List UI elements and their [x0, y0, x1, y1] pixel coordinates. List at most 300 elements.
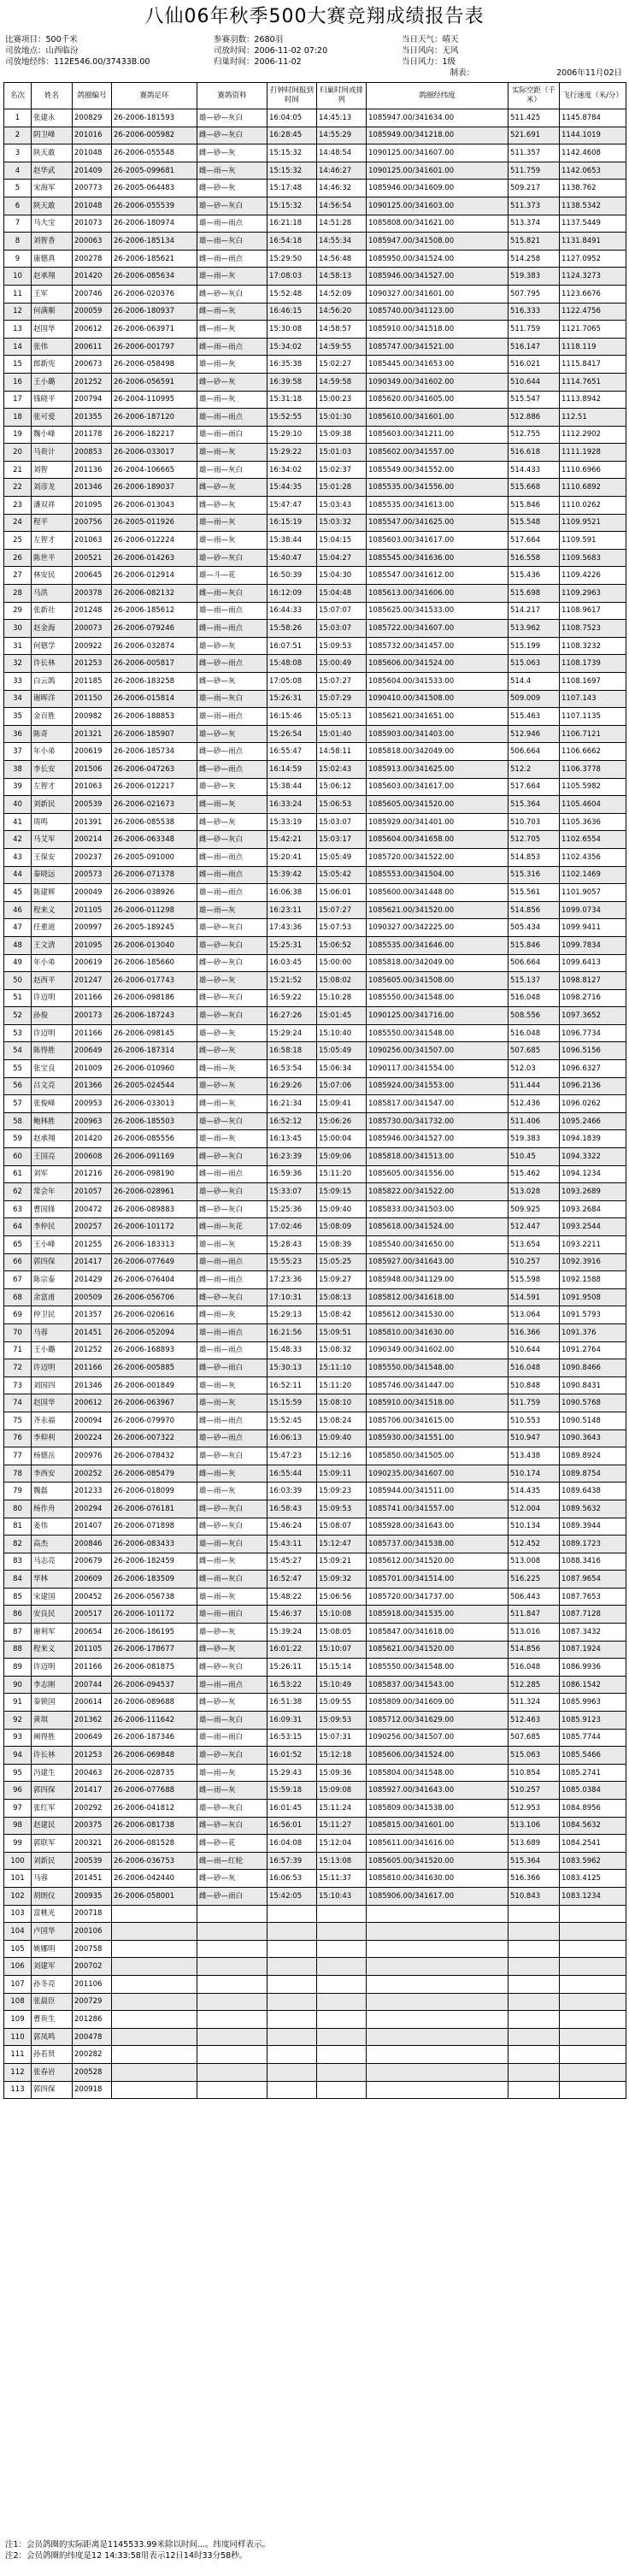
speed-cell: 1106.6662	[560, 743, 626, 761]
ring-cell: 26-2006-020376	[112, 285, 197, 303]
coords-cell: 1085808.00/341621.00	[367, 215, 508, 233]
distance-cell: 515.598	[508, 1271, 560, 1289]
speed-cell: 1123.6676	[560, 285, 626, 303]
rank-cell: 14	[4, 338, 32, 356]
loft-no-cell: 201057	[73, 1183, 112, 1201]
ring-cell: 26-2006-063348	[112, 831, 197, 849]
bird-info-cell: 雄—砂—灰白	[197, 1007, 267, 1025]
ring-cell: 26-2006-187314	[112, 1042, 197, 1060]
arrival-time-cell: 15:09:53	[317, 1500, 367, 1518]
clock-time-cell: 15:52:48	[267, 285, 317, 303]
table-row	[4, 303, 626, 321]
table-row	[4, 1958, 626, 1976]
table-row	[4, 1747, 626, 1765]
clock-time-cell: 16:44:33	[267, 602, 317, 620]
clock-time-cell: 16:15:46	[267, 708, 317, 726]
coords-cell: 1085930.00/341551.00	[367, 1429, 508, 1447]
ring-cell	[112, 2011, 197, 2029]
report-title: 八仙06年秋季500大赛竞翔成绩报告表	[144, 6, 485, 27]
weather: 当日天气：晴天	[402, 35, 459, 44]
table-row	[4, 1940, 626, 1958]
bird-info-cell: 雌—雨—灰	[197, 303, 267, 321]
table-row	[4, 1253, 626, 1271]
name-cell: 金百胜	[32, 708, 73, 726]
arrival-time-cell: 15:00:00	[317, 954, 367, 972]
distance-cell	[508, 1993, 560, 2011]
distance-cell: 517.664	[508, 532, 560, 550]
ring-cell: 26-2006-089883	[112, 1200, 197, 1218]
bird-info-cell: 雌—砂—灰	[197, 180, 267, 197]
loft-no-cell: 200106	[73, 1923, 112, 1941]
speed-cell: 1107.1135	[560, 708, 626, 726]
bird-info-cell: 雄—雨—雨点	[197, 602, 267, 620]
table-row	[4, 109, 626, 127]
bird-info-cell: 雄—雨—灰	[197, 268, 267, 286]
bird-info-cell: 雌—雨—灰	[197, 1553, 267, 1571]
rank-cell: 92	[4, 1712, 32, 1730]
rank-cell: 104	[4, 1923, 32, 1941]
clock-time-cell: 16:28:45	[267, 127, 317, 144]
distance-cell: 512.452	[508, 1536, 560, 1553]
arrival-time-cell: 15:03:07	[317, 620, 367, 638]
clock-time-cell: 16:50:39	[267, 567, 317, 585]
arrival-time-cell: 14:48:54	[317, 144, 367, 162]
arrival-time-cell: 15:02:37	[317, 461, 367, 479]
name-cell: 白云鸽	[32, 673, 73, 691]
coords-cell	[367, 1958, 508, 1976]
table-row	[4, 567, 626, 585]
table-row	[4, 1852, 626, 1870]
arrival-time-cell: 15:07:27	[317, 673, 367, 691]
header-bird-info: 赛鸽资料	[197, 83, 267, 109]
coords-cell: 1085906.00/341617.00	[367, 1887, 508, 1905]
table-row	[4, 1729, 626, 1747]
arrival-time-cell: 14:58:13	[317, 268, 367, 286]
arrival-time-cell: 15:09:51	[317, 1323, 367, 1341]
distance-cell: 514.258	[508, 250, 560, 268]
table-row	[4, 1341, 626, 1359]
speed-cell: 1083.4125	[560, 1870, 626, 1888]
rank-cell: 111	[4, 2046, 32, 2064]
ring-cell: 26-2006-182217	[112, 426, 197, 444]
loft-no-cell: 200756	[73, 514, 112, 532]
loft-no-cell: 201417	[73, 1253, 112, 1271]
loft-no-cell: 200649	[73, 1729, 112, 1747]
name-cell: 许迈明	[32, 1359, 73, 1377]
table-row	[4, 1500, 626, 1518]
name-cell: 华林	[32, 1571, 73, 1589]
name-cell: 张可爱	[32, 409, 73, 427]
bird-info-cell	[197, 2063, 267, 2081]
coords-cell: 1085810.00/341630.00	[367, 1870, 508, 1888]
arrival-time-cell: 15:07:53	[317, 919, 367, 937]
rank-cell: 40	[4, 796, 32, 814]
loft-no-cell: 200612	[73, 1394, 112, 1412]
distance-cell	[508, 2063, 560, 2081]
rank-cell: 97	[4, 1800, 32, 1818]
arrival-time-cell: 15:03:17	[317, 831, 367, 849]
coords-cell: 1085720.00/341522.00	[367, 848, 508, 866]
speed-cell	[560, 1993, 626, 2011]
arrival-time-cell: 15:11:20	[317, 1165, 367, 1183]
ring-cell: 26-2006-098145	[112, 1024, 197, 1042]
name-cell: 赵承翔	[32, 1130, 73, 1148]
bird-info-cell: 雌—砂—灰白	[197, 954, 267, 972]
speed-cell: 1085.9123	[560, 1712, 626, 1730]
clock-time-cell: 16:01:22	[267, 1641, 317, 1659]
rank-cell: 107	[4, 1975, 32, 1993]
table-row	[4, 1483, 626, 1500]
ring-cell: 26-2006-032874	[112, 637, 197, 655]
rank-cell: 39	[4, 778, 32, 796]
arrival-time-cell: 15:08:42	[317, 1306, 367, 1324]
ring-cell: 26-2006-015814	[112, 690, 197, 708]
rank-cell: 32	[4, 655, 32, 673]
bird-info-cell: 雄—砂—灰白	[197, 919, 267, 937]
table-row	[4, 321, 626, 339]
arrival-time-cell: 15:09:55	[317, 1694, 367, 1712]
speed-cell: 1105.5982	[560, 778, 626, 796]
distance-cell: 513.654	[508, 1236, 560, 1254]
loft-no-cell: 200614	[73, 1694, 112, 1712]
loft-no-cell: 200252	[73, 1465, 112, 1483]
table-row	[4, 813, 626, 831]
speed-cell: 1090.3643	[560, 1429, 626, 1447]
name-cell: 谢利军	[32, 1624, 73, 1642]
coords-cell	[367, 1905, 508, 1923]
distance-cell: 516.048	[508, 1359, 560, 1377]
name-cell: 常会年	[32, 1183, 73, 1201]
rank-cell: 87	[4, 1624, 32, 1642]
distance-cell: 512.946	[508, 725, 560, 743]
speed-cell: 1093.2684	[560, 1200, 626, 1218]
name-cell: 年小弟	[32, 743, 73, 761]
loft-no-cell: 201073	[73, 215, 112, 233]
name-cell: 陈世平	[32, 549, 73, 567]
arrival-time-cell: 15:09:06	[317, 1148, 367, 1166]
speed-cell: 1088.3416	[560, 1553, 626, 1571]
clock-time-cell: 15:46:37	[267, 1606, 317, 1624]
loft-no-cell: 200292	[73, 1800, 112, 1818]
bird-info-cell: 雄—雨—灰白	[197, 1712, 267, 1730]
table-row	[4, 954, 626, 972]
table-row	[4, 1024, 626, 1042]
arrival-time-cell: 15:01:28	[317, 479, 367, 497]
name-cell: 许迈明	[32, 1659, 73, 1677]
table-row	[4, 2011, 626, 2029]
loft-no-cell: 200649	[73, 1042, 112, 1060]
rank-cell: 79	[4, 1483, 32, 1500]
ring-cell: 26-2006-071378	[112, 866, 197, 884]
bird-info-cell: 雌—砂—灰白	[197, 285, 267, 303]
rank-cell: 86	[4, 1606, 32, 1624]
speed-cell: 1109.4226	[560, 567, 626, 585]
coords-cell: 1085612.00/341520.00	[367, 1553, 508, 1571]
bird-info-cell: 雄—雨—雨点	[197, 215, 267, 233]
rank-cell: 46	[4, 901, 32, 919]
loft-no-cell: 200935	[73, 1887, 112, 1905]
distance-cell: 514.4	[508, 673, 560, 691]
bird-info-cell	[197, 2028, 267, 2046]
arrival-time-cell: 15:12:16	[317, 1447, 367, 1465]
loft-no-cell: 200573	[73, 866, 112, 884]
arrival-time-cell	[317, 1958, 367, 1976]
distance-cell: 515.846	[508, 936, 560, 954]
bird-info-cell: 雄—砂—灰白	[197, 1747, 267, 1765]
table-row	[4, 1394, 626, 1412]
loft-no-cell: 201409	[73, 162, 112, 180]
rank-cell: 43	[4, 848, 32, 866]
speed-cell: 112.51	[560, 409, 626, 427]
table-row	[4, 549, 626, 567]
table-row	[4, 919, 626, 937]
coords-cell: 1085730.00/341732.00	[367, 1112, 508, 1130]
arrival-time-cell: 15:06:01	[317, 884, 367, 902]
arrival-time-cell: 15:08:09	[317, 1218, 367, 1236]
table-row	[4, 725, 626, 743]
speed-cell	[560, 1958, 626, 1976]
coords-cell: 1085944.00/341511.00	[367, 1483, 508, 1500]
bird-info-cell: 雌—雨—雨点	[197, 1412, 267, 1429]
bird-info-cell: 雌—砂—灰白	[197, 1200, 267, 1218]
arrival-time-cell: 14:56:20	[317, 303, 367, 321]
clock-time-cell: 15:39:42	[267, 866, 317, 884]
rank-cell: 68	[4, 1288, 32, 1306]
loft-no-cell: 201506	[73, 760, 112, 778]
clock-time-cell	[267, 2063, 317, 2081]
coords-cell: 1085625.00/341533.00	[367, 602, 508, 620]
arrival-time-cell: 15:08:02	[317, 972, 367, 990]
arrival-time-cell: 15:04:48	[317, 585, 367, 603]
bird-info-cell: 雄—砂—灰白	[197, 1447, 267, 1465]
name-cell: 王保安	[32, 848, 73, 866]
ring-cell: 26-2006-076404	[112, 1271, 197, 1289]
speed-cell: 1102.1469	[560, 866, 626, 884]
distance-cell: 506.664	[508, 743, 560, 761]
table-row	[4, 1588, 626, 1606]
bird-info-cell: 雌—雨—灰	[197, 321, 267, 339]
rank-cell: 103	[4, 1905, 32, 1923]
arrival-time-cell: 15:07:27	[317, 901, 367, 919]
speed-cell	[560, 2028, 626, 2046]
table-row	[4, 1835, 626, 1853]
rank-cell: 11	[4, 285, 32, 303]
ring-cell: 26-2006-056591	[112, 373, 197, 391]
table-row	[4, 514, 626, 532]
loft-no-cell: 201451	[73, 1323, 112, 1341]
speed-cell: 1138.5342	[560, 197, 626, 215]
loft-no-cell: 200224	[73, 1429, 112, 1447]
clock-time-cell: 16:21:56	[267, 1323, 317, 1341]
ring-cell: 26-2006-098186	[112, 989, 197, 1007]
coords-cell: 1085602.00/341557.00	[367, 444, 508, 462]
bird-info-cell: 雌—雨—灰白	[197, 585, 267, 603]
bird-info-cell	[197, 1993, 267, 2011]
ring-cell: 26-2006-078432	[112, 1447, 197, 1465]
made-label: 制表：	[450, 68, 475, 78]
table-row	[4, 1447, 626, 1465]
clock-time-cell: 15:20:41	[267, 848, 317, 866]
coords-cell: 1085621.00/341520.00	[367, 1641, 508, 1659]
name-cell: 魏磊	[32, 1483, 73, 1500]
distance-cell	[508, 2046, 560, 2064]
speed-cell: 1096.2136	[560, 1077, 626, 1095]
rank-cell: 7	[4, 215, 32, 233]
table-row	[4, 585, 626, 603]
coords-cell: 1085547.00/341625.00	[367, 514, 508, 532]
arrival-time-cell: 14:52:09	[317, 285, 367, 303]
loft-no-cell: 201429	[73, 1271, 112, 1289]
arrival-time-cell: 15:05:49	[317, 848, 367, 866]
arrival-time-cell: 14:46:27	[317, 162, 367, 180]
speed-cell: 1085.0384	[560, 1782, 626, 1800]
bird-info-cell: 雌—砂—雨白	[197, 1887, 267, 1905]
distance-cell: 514.856	[508, 1641, 560, 1659]
rank-cell: 30	[4, 620, 32, 638]
name-cell: 许长林	[32, 1747, 73, 1765]
rank-cell: 91	[4, 1694, 32, 1712]
arrival-time-cell: 15:08:13	[317, 1288, 367, 1306]
name-cell: 钱晓平	[32, 391, 73, 409]
clock-time-cell: 16:12:09	[267, 585, 317, 603]
bird-info-cell: 雌—砂—灰白	[197, 989, 267, 1007]
ring-cell: 26-2006-082132	[112, 585, 197, 603]
distance-cell: 510.134	[508, 1518, 560, 1536]
speed-cell	[560, 2081, 626, 2099]
ring-cell: 26-2006-033013	[112, 1095, 197, 1113]
name-cell: 秦锁国	[32, 1694, 73, 1712]
ring-cell: 26-2006-041812	[112, 1800, 197, 1818]
coords-cell: 1085606.00/341524.00	[367, 655, 508, 673]
speed-cell: 1108.1739	[560, 655, 626, 673]
loft-no-cell: 200463	[73, 1764, 112, 1782]
rank-cell: 49	[4, 954, 32, 972]
distance-cell: 515.316	[508, 866, 560, 884]
bird-info-cell: 雌—雨—灰花	[197, 1218, 267, 1236]
rank-cell: 110	[4, 2028, 32, 2046]
bird-info-cell	[197, 1975, 267, 1993]
bird-info-cell: 雌—砂—雨点	[197, 655, 267, 673]
bird-info-cell: 雄—砂—灰白	[197, 1800, 267, 1818]
table-row	[4, 1676, 626, 1694]
arrival-time-cell	[317, 1975, 367, 1993]
coords-cell	[367, 1923, 508, 1941]
distance-cell: 510.644	[508, 1341, 560, 1359]
speed-cell: 1089.1723	[560, 1536, 626, 1553]
distance-cell	[508, 2028, 560, 2046]
distance-cell: 511.324	[508, 1694, 560, 1712]
coords-cell: 1085809.00/341609.00	[367, 1694, 508, 1712]
arrival-time-cell: 15:06:52	[317, 936, 367, 954]
rank-cell: 96	[4, 1782, 32, 1800]
clock-time-cell: 15:29:22	[267, 444, 317, 462]
rank-cell: 102	[4, 1887, 32, 1905]
coords-cell: 1090410.00/341508.00	[367, 690, 508, 708]
coords-cell: 1085610.00/341601.00	[367, 409, 508, 427]
table-row	[4, 1975, 626, 1993]
table-row	[4, 162, 626, 180]
table-row	[4, 796, 626, 814]
loft-no-cell: 200612	[73, 321, 112, 339]
bird-info-cell: 雌—砂—灰	[197, 144, 267, 162]
loft-no-cell: 201253	[73, 1747, 112, 1765]
table-row	[4, 655, 626, 673]
loft-no-cell: 201357	[73, 1306, 112, 1324]
clock-time-cell: 16:07:51	[267, 637, 317, 655]
table-row	[4, 1288, 626, 1306]
speed-cell: 1091.5793	[560, 1306, 626, 1324]
coords-cell: 1090235.00/341607.00	[367, 1465, 508, 1483]
clock-time-cell: 15:38:44	[267, 778, 317, 796]
coords-cell: 1085737.00/341538.00	[367, 1536, 508, 1553]
header-speed: 飞行速度（米/分）	[560, 83, 626, 109]
ring-cell: 26-2006-069848	[112, 1747, 197, 1765]
name-cell: 张晨臣	[32, 1993, 73, 2011]
distance-cell: 513.008	[508, 1553, 560, 1571]
loft-no-cell: 200528	[73, 2063, 112, 2081]
name-cell: 马志亮	[32, 1553, 73, 1571]
arrival-time-cell: 15:01:30	[317, 409, 367, 427]
clock-time-cell: 15:21:52	[267, 972, 317, 990]
clock-time-cell: 17:10:31	[267, 1288, 317, 1306]
distance-cell: 512.03	[508, 1060, 560, 1078]
bird-info-cell: 雄—雨—灰白	[197, 690, 267, 708]
name-cell: 程平	[32, 514, 73, 532]
ring-cell: 26-2006-058498	[112, 356, 197, 374]
bird-info-cell	[197, 2011, 267, 2029]
name-cell: 康德真	[32, 250, 73, 268]
arrival-time-cell: 15:11:24	[317, 1800, 367, 1818]
coords-cell: 1085740.00/341123.00	[367, 303, 508, 321]
table-row	[4, 1923, 626, 1941]
speed-cell: 1105.4604	[560, 796, 626, 814]
distance-cell: 515.199	[508, 637, 560, 655]
loft-no-cell: 200472	[73, 1200, 112, 1218]
name-cell: 陈奇	[32, 725, 73, 743]
speed-cell: 1090.8431	[560, 1376, 626, 1394]
speed-cell: 1098.8127	[560, 972, 626, 990]
bird-info-cell	[197, 2081, 267, 2099]
made-date: 2006年11月02日	[556, 68, 622, 78]
table-row	[4, 1764, 626, 1782]
rank-cell: 69	[4, 1306, 32, 1324]
bird-info-cell	[197, 1905, 267, 1923]
bird-info-cell: 雄—雨—灰	[197, 1764, 267, 1782]
coords-cell: 1085818.00/342049.00	[367, 954, 508, 972]
bird-info-cell: 雄—雨—灰	[197, 1588, 267, 1606]
arrival-time-cell: 15:02:27	[317, 356, 367, 374]
clock-time-cell: 15:58:26	[267, 620, 317, 638]
clock-time-cell: 15:15:59	[267, 1394, 317, 1412]
rank-cell: 19	[4, 426, 32, 444]
table-row	[4, 602, 626, 620]
speed-cell: 1108.9617	[560, 602, 626, 620]
clock-time-cell: 16:27:26	[267, 1007, 317, 1025]
distance-cell: 517.664	[508, 778, 560, 796]
distance-cell: 516.021	[508, 356, 560, 374]
distance-cell: 510.644	[508, 373, 560, 391]
name-cell: 孙俊	[32, 1007, 73, 1025]
ring-cell: 26-2006-178677	[112, 1641, 197, 1659]
bird-info-cell: 雄—砂—灰	[197, 778, 267, 796]
clock-time-cell: 15:29:24	[267, 1024, 317, 1042]
loft-no-cell: 200853	[73, 444, 112, 462]
bird-info-cell: 雄—雨—雨点	[197, 1341, 267, 1359]
arrival-time-cell: 15:09:36	[317, 1764, 367, 1782]
coords-cell: 1090125.00/341716.00	[367, 1007, 508, 1025]
arrival-time-cell: 15:10:07	[317, 1641, 367, 1659]
coords-cell: 1085603.00/341617.00	[367, 778, 508, 796]
